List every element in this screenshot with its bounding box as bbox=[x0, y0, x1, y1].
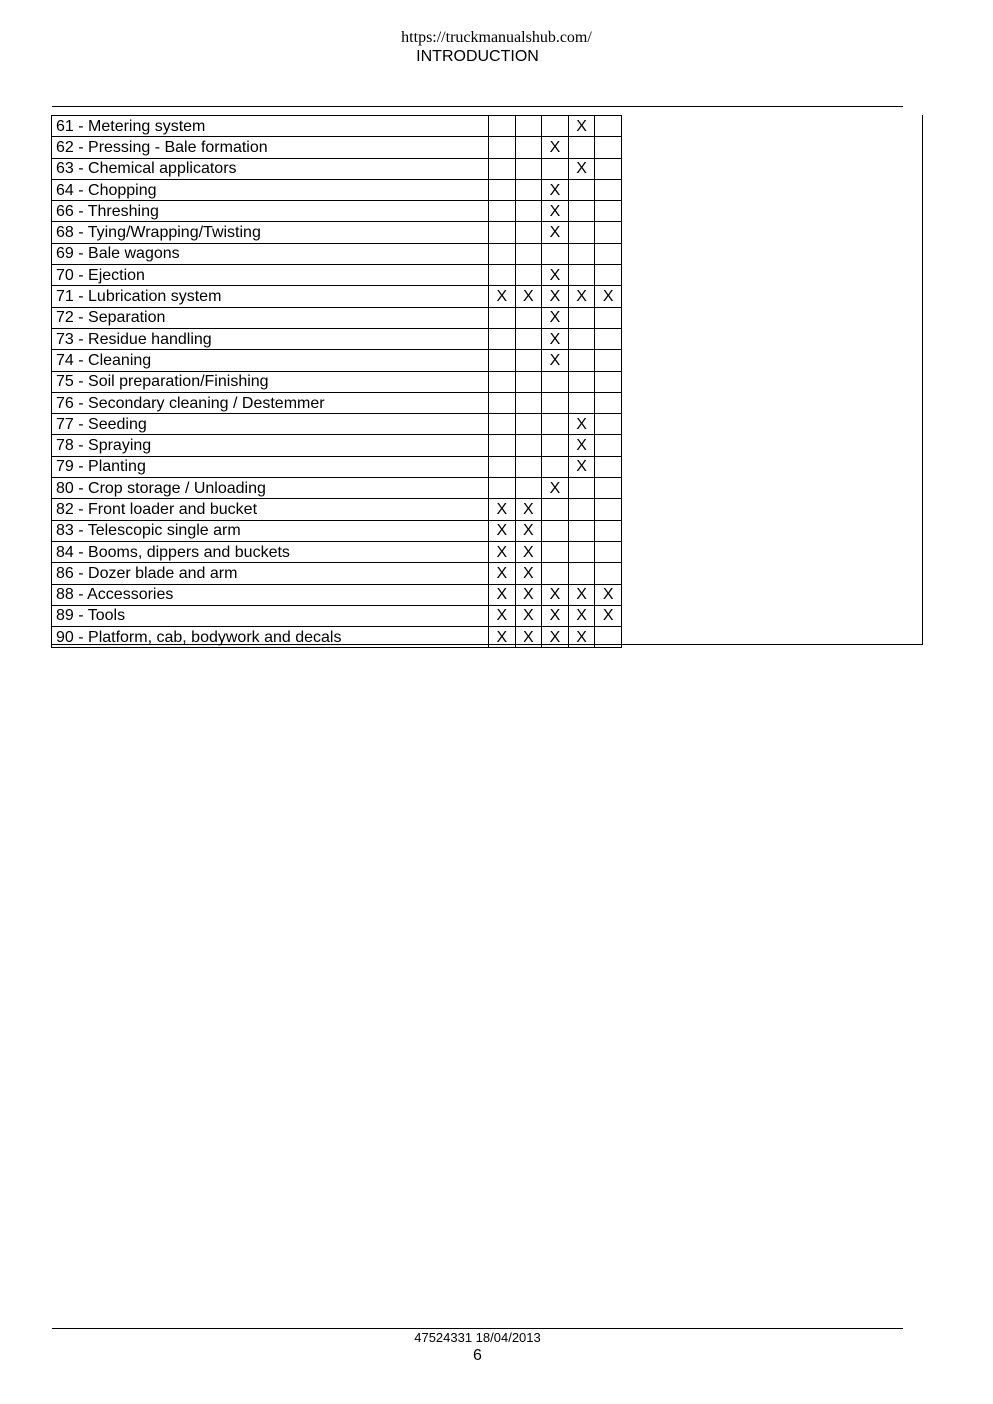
table-row bbox=[52, 456, 622, 477]
mark-cell bbox=[595, 201, 622, 222]
mark-cell bbox=[489, 350, 516, 371]
mark-cell: X bbox=[489, 520, 516, 541]
mark-cell bbox=[542, 435, 569, 456]
mark-cell: X bbox=[568, 584, 595, 605]
row-label: 61 - Metering system bbox=[52, 116, 489, 137]
mark-cell bbox=[542, 116, 569, 137]
row-label: 90 - Platform, cab, bodywork and decals bbox=[52, 627, 489, 648]
mark-cell: X bbox=[542, 201, 569, 222]
mark-cell bbox=[489, 265, 516, 286]
row-label: 76 - Secondary cleaning / Destemmer bbox=[52, 392, 489, 413]
table-row bbox=[52, 158, 622, 179]
table-row bbox=[52, 563, 622, 584]
row-label: 71 - Lubrication system bbox=[52, 286, 489, 307]
page-number: 6 bbox=[473, 1347, 482, 1364]
table-row bbox=[52, 265, 622, 286]
mark-cell: X bbox=[489, 499, 516, 520]
mark-cell bbox=[489, 478, 516, 499]
table-row bbox=[52, 222, 622, 243]
mark-cell bbox=[542, 414, 569, 435]
mark-cell bbox=[568, 392, 595, 413]
mark-cell bbox=[595, 414, 622, 435]
mark-cell: X bbox=[489, 627, 516, 648]
document-reference: 47524331 18/04/2013 bbox=[414, 1330, 541, 1345]
table-row bbox=[52, 286, 622, 307]
mark-cell bbox=[542, 456, 569, 477]
mark-cell bbox=[515, 116, 542, 137]
row-label: 63 - Chemical applicators bbox=[52, 158, 489, 179]
header-url: https://truckmanualshub.com/ bbox=[401, 29, 592, 46]
mark-cell bbox=[568, 222, 595, 243]
section-title: INTRODUCTION bbox=[416, 48, 539, 65]
table-row bbox=[52, 307, 622, 328]
row-label: 62 - Pressing - Bale formation bbox=[52, 137, 489, 158]
mark-cell bbox=[568, 179, 595, 200]
row-label: 73 - Residue handling bbox=[52, 328, 489, 349]
mark-cell bbox=[595, 478, 622, 499]
mark-cell: X bbox=[542, 350, 569, 371]
mark-cell bbox=[489, 392, 516, 413]
table-row bbox=[52, 435, 622, 456]
mark-cell bbox=[568, 499, 595, 520]
mark-cell: X bbox=[542, 137, 569, 158]
row-label: 79 - Planting bbox=[52, 456, 489, 477]
row-label: 72 - Separation bbox=[52, 307, 489, 328]
mark-cell bbox=[515, 222, 542, 243]
mark-cell bbox=[568, 201, 595, 222]
table-row bbox=[52, 584, 622, 605]
table-row bbox=[52, 605, 622, 626]
row-label: 70 - Ejection bbox=[52, 265, 489, 286]
row-label: 68 - Tying/Wrapping/Twisting bbox=[52, 222, 489, 243]
section-matrix-table bbox=[51, 115, 622, 648]
mark-cell: X bbox=[542, 286, 569, 307]
mark-cell: X bbox=[568, 414, 595, 435]
mark-cell: X bbox=[515, 499, 542, 520]
table-row bbox=[52, 392, 622, 413]
mark-cell bbox=[489, 328, 516, 349]
mark-cell bbox=[595, 563, 622, 584]
mark-cell: X bbox=[515, 541, 542, 562]
table-row bbox=[52, 137, 622, 158]
table-row bbox=[52, 499, 622, 520]
mark-cell bbox=[595, 243, 622, 264]
mark-cell bbox=[542, 563, 569, 584]
row-label: 89 - Tools bbox=[52, 605, 489, 626]
mark-cell: X bbox=[542, 265, 569, 286]
mark-cell bbox=[568, 243, 595, 264]
mark-cell bbox=[542, 371, 569, 392]
table-body bbox=[52, 116, 622, 648]
mark-cell bbox=[515, 435, 542, 456]
mark-cell: X bbox=[568, 627, 595, 648]
mark-cell bbox=[489, 435, 516, 456]
mark-cell bbox=[595, 456, 622, 477]
mark-cell bbox=[568, 541, 595, 562]
mark-cell bbox=[595, 116, 622, 137]
mark-cell bbox=[489, 371, 516, 392]
row-label: 75 - Soil preparation/Finishing bbox=[52, 371, 489, 392]
mark-cell: X bbox=[489, 541, 516, 562]
mark-cell: X bbox=[568, 158, 595, 179]
mark-cell bbox=[542, 158, 569, 179]
table-row bbox=[52, 478, 622, 499]
mark-cell: X bbox=[542, 222, 569, 243]
mark-cell: X bbox=[595, 286, 622, 307]
mark-cell: X bbox=[568, 456, 595, 477]
mark-cell bbox=[515, 307, 542, 328]
mark-cell bbox=[515, 137, 542, 158]
mark-cell bbox=[489, 158, 516, 179]
mark-cell bbox=[595, 350, 622, 371]
mark-cell: X bbox=[515, 584, 542, 605]
table-row bbox=[52, 328, 622, 349]
mark-cell: X bbox=[542, 584, 569, 605]
mark-cell bbox=[489, 307, 516, 328]
mark-cell bbox=[568, 265, 595, 286]
mark-cell bbox=[515, 243, 542, 264]
mark-cell bbox=[489, 179, 516, 200]
footer-divider bbox=[52, 1328, 903, 1329]
mark-cell bbox=[515, 414, 542, 435]
mark-cell bbox=[489, 222, 516, 243]
mark-cell: X bbox=[515, 605, 542, 626]
mark-cell bbox=[515, 371, 542, 392]
mark-cell bbox=[489, 201, 516, 222]
mark-cell: X bbox=[489, 584, 516, 605]
mark-cell: X bbox=[568, 286, 595, 307]
mark-cell bbox=[595, 435, 622, 456]
mark-cell bbox=[595, 392, 622, 413]
table-row bbox=[52, 371, 622, 392]
mark-cell bbox=[542, 520, 569, 541]
mark-cell: X bbox=[515, 520, 542, 541]
mark-cell bbox=[515, 328, 542, 349]
mark-cell: X bbox=[542, 605, 569, 626]
mark-cell bbox=[595, 499, 622, 520]
mark-cell bbox=[542, 541, 569, 562]
mark-cell: X bbox=[489, 605, 516, 626]
mark-cell bbox=[568, 478, 595, 499]
row-label: 69 - Bale wagons bbox=[52, 243, 489, 264]
mark-cell bbox=[515, 201, 542, 222]
mark-cell bbox=[595, 307, 622, 328]
mark-cell bbox=[595, 222, 622, 243]
mark-cell bbox=[568, 328, 595, 349]
mark-cell: X bbox=[489, 563, 516, 584]
table-row bbox=[52, 243, 622, 264]
table-row bbox=[52, 179, 622, 200]
mark-cell bbox=[515, 350, 542, 371]
mark-cell bbox=[595, 371, 622, 392]
row-label: 86 - Dozer blade and arm bbox=[52, 563, 489, 584]
table-row bbox=[52, 627, 622, 648]
row-label: 64 - Chopping bbox=[52, 179, 489, 200]
mark-cell bbox=[515, 158, 542, 179]
mark-cell: X bbox=[542, 307, 569, 328]
mark-cell: X bbox=[542, 478, 569, 499]
mark-cell: X bbox=[542, 627, 569, 648]
mark-cell: X bbox=[568, 116, 595, 137]
mark-cell bbox=[595, 520, 622, 541]
mark-cell bbox=[515, 179, 542, 200]
mark-cell bbox=[515, 265, 542, 286]
mark-cell bbox=[568, 371, 595, 392]
row-label: 66 - Threshing bbox=[52, 201, 489, 222]
mark-cell: X bbox=[595, 605, 622, 626]
row-label: 84 - Booms, dippers and buckets bbox=[52, 541, 489, 562]
mark-cell bbox=[595, 328, 622, 349]
header-divider bbox=[52, 106, 903, 107]
table-row bbox=[52, 520, 622, 541]
mark-cell bbox=[542, 499, 569, 520]
row-label: 83 - Telescopic single arm bbox=[52, 520, 489, 541]
row-label: 78 - Spraying bbox=[52, 435, 489, 456]
mark-cell bbox=[515, 392, 542, 413]
mark-cell: X bbox=[515, 627, 542, 648]
mark-cell bbox=[568, 520, 595, 541]
mark-cell: X bbox=[542, 179, 569, 200]
mark-cell bbox=[489, 456, 516, 477]
table-row bbox=[52, 350, 622, 371]
mark-cell: X bbox=[568, 435, 595, 456]
mark-cell bbox=[595, 265, 622, 286]
mark-cell bbox=[542, 392, 569, 413]
row-label: 82 - Front loader and bucket bbox=[52, 499, 489, 520]
table-row bbox=[52, 541, 622, 562]
row-label: 80 - Crop storage / Unloading bbox=[52, 478, 489, 499]
row-label: 74 - Cleaning bbox=[52, 350, 489, 371]
table-row bbox=[52, 116, 622, 137]
mark-cell: X bbox=[542, 328, 569, 349]
table-row bbox=[52, 414, 622, 435]
mark-cell bbox=[595, 541, 622, 562]
mark-cell bbox=[489, 243, 516, 264]
row-label: 77 - Seeding bbox=[52, 414, 489, 435]
table-row bbox=[52, 201, 622, 222]
mark-cell bbox=[568, 307, 595, 328]
mark-cell bbox=[595, 179, 622, 200]
mark-cell bbox=[595, 158, 622, 179]
mark-cell bbox=[595, 627, 622, 648]
mark-cell bbox=[489, 116, 516, 137]
mark-cell: X bbox=[515, 563, 542, 584]
mark-cell bbox=[515, 478, 542, 499]
mark-cell bbox=[595, 137, 622, 158]
mark-cell bbox=[515, 456, 542, 477]
mark-cell bbox=[489, 414, 516, 435]
mark-cell bbox=[568, 137, 595, 158]
mark-cell: X bbox=[595, 584, 622, 605]
mark-cell: X bbox=[568, 605, 595, 626]
mark-cell: X bbox=[515, 286, 542, 307]
row-label: 88 - Accessories bbox=[52, 584, 489, 605]
mark-cell: X bbox=[489, 286, 516, 307]
mark-cell bbox=[568, 350, 595, 371]
mark-cell bbox=[568, 563, 595, 584]
mark-cell bbox=[489, 137, 516, 158]
mark-cell bbox=[542, 243, 569, 264]
